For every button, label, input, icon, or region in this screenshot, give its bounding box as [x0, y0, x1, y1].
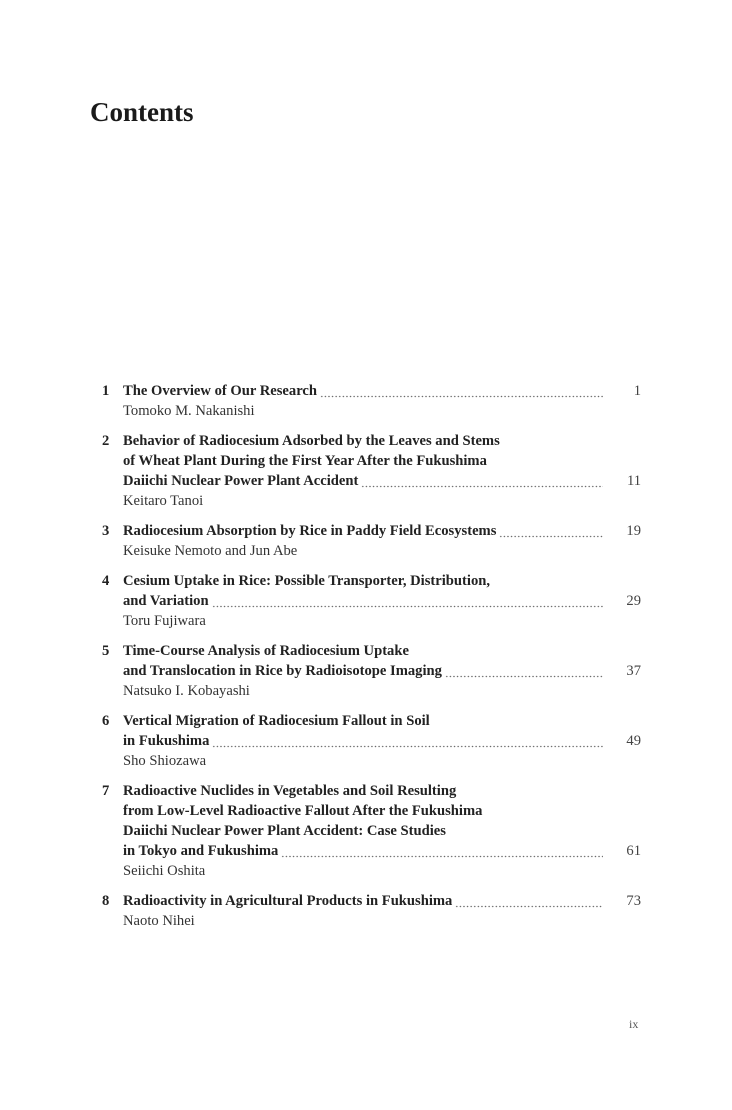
title-line [123, 801, 641, 821]
chapter-title[interactable]: from Low-Level Radioactive Fallout After the Fukushima [123, 803, 483, 819]
chapter-number: 6 [102, 713, 110, 729]
dot-leader [281, 841, 603, 861]
dot-leader [455, 891, 603, 911]
table-of-contents [100, 381, 641, 941]
chapter-title[interactable]: Radioactivity in Agricultural Products in Fukushima [123, 893, 453, 909]
chapter-title[interactable]: and Variation [123, 593, 209, 609]
page-reference[interactable]: 29 [626, 593, 641, 609]
chapter-number: 8 [102, 893, 110, 909]
title-line [123, 381, 641, 401]
entry-body [123, 571, 641, 631]
title-line [123, 661, 641, 681]
toc-entry[interactable] [100, 641, 641, 701]
chapter-number: 2 [102, 433, 110, 449]
chapter-author: Naoto Nihei [123, 913, 195, 929]
page-reference[interactable]: 73 [626, 893, 641, 909]
title-line [123, 431, 641, 451]
chapter-number: 1 [102, 383, 110, 399]
toc-entry[interactable] [100, 431, 641, 511]
chapter-title[interactable]: Behavior of Radiocesium Adsorbed by the Leaves and Stems [123, 433, 500, 449]
page-reference[interactable]: 49 [626, 733, 641, 749]
dot-leader [212, 731, 603, 751]
title-line [123, 781, 641, 801]
dot-leader [499, 521, 603, 541]
title-line [123, 471, 641, 491]
chapter-title[interactable]: The Overview of Our Research [123, 383, 318, 399]
entry-body [123, 431, 641, 511]
chapter-title[interactable]: Radiocesium Absorption by Rice in Paddy Field Ecosystems [123, 523, 497, 539]
chapter-author: Sho Shiozawa [123, 753, 207, 769]
dot-leader [445, 661, 603, 681]
entry-body [123, 711, 641, 771]
chapter-author: Keitaro Tanoi [123, 493, 204, 509]
page-reference[interactable]: 1 [633, 383, 641, 399]
dot-leader [212, 591, 603, 611]
title-line [123, 451, 641, 471]
page-number-folio: ix [629, 1017, 639, 1031]
page-reference[interactable]: 37 [626, 663, 641, 679]
chapter-author: Keisuke Nemoto and Jun Abe [123, 543, 298, 559]
chapter-title[interactable]: Cesium Uptake in Rice: Possible Transporter, Distribution, [123, 573, 491, 589]
chapter-title[interactable]: in Fukushima [123, 733, 210, 749]
chapter-number: 7 [102, 783, 110, 799]
title-line [123, 591, 641, 611]
chapter-number: 5 [102, 643, 110, 659]
toc-entry[interactable] [100, 711, 641, 771]
toc-entry[interactable] [100, 781, 641, 881]
page-reference[interactable]: 61 [626, 843, 641, 859]
title-line [123, 571, 641, 591]
chapter-author: Natsuko I. Kobayashi [123, 683, 250, 699]
toc-entry[interactable] [100, 891, 641, 931]
chapter-title[interactable]: in Tokyo and Fukushima [123, 843, 279, 859]
chapter-title[interactable]: Vertical Migration of Radiocesium Fallout in Soil [123, 713, 430, 729]
chapter-title[interactable]: Radioactive Nuclides in Vegetables and Soil Resulting [123, 783, 457, 799]
toc-entry[interactable] [100, 571, 641, 631]
title-line [123, 891, 641, 911]
title-line [123, 711, 641, 731]
toc-entry[interactable] [100, 521, 641, 561]
title-line [123, 821, 641, 841]
chapter-author: Seiichi Oshita [123, 863, 206, 879]
entry-body [123, 521, 641, 561]
entry-body [123, 641, 641, 701]
title-line [123, 521, 641, 541]
chapter-author: Toru Fujiwara [123, 613, 206, 629]
entry-body [123, 891, 641, 931]
page-reference[interactable]: 11 [626, 473, 641, 489]
chapter-author: Tomoko M. Nakanishi [123, 403, 255, 419]
entry-body [123, 781, 641, 881]
title-line [123, 731, 641, 751]
chapter-number: 4 [102, 573, 110, 589]
title-line [123, 641, 641, 661]
title-line [123, 841, 641, 861]
chapter-title[interactable]: of Wheat Plant During the First Year After the Fukushima [123, 453, 487, 469]
chapter-title[interactable]: Time-Course Analysis of Radiocesium Uptake [123, 643, 409, 659]
toc-entry[interactable] [100, 381, 641, 421]
page-reference[interactable]: 19 [626, 523, 641, 539]
entry-body [123, 381, 641, 421]
chapter-title[interactable]: Daiichi Nuclear Power Plant Accident: Case Studies [123, 823, 446, 839]
chapter-title[interactable]: Daiichi Nuclear Power Plant Accident [123, 473, 359, 489]
dot-leader [320, 381, 603, 401]
dot-leader [361, 471, 603, 491]
chapter-title[interactable]: and Translocation in Rice by Radioisotope Imaging [123, 663, 442, 679]
chapter-number: 3 [102, 523, 110, 539]
page-title: Contents [90, 97, 194, 127]
